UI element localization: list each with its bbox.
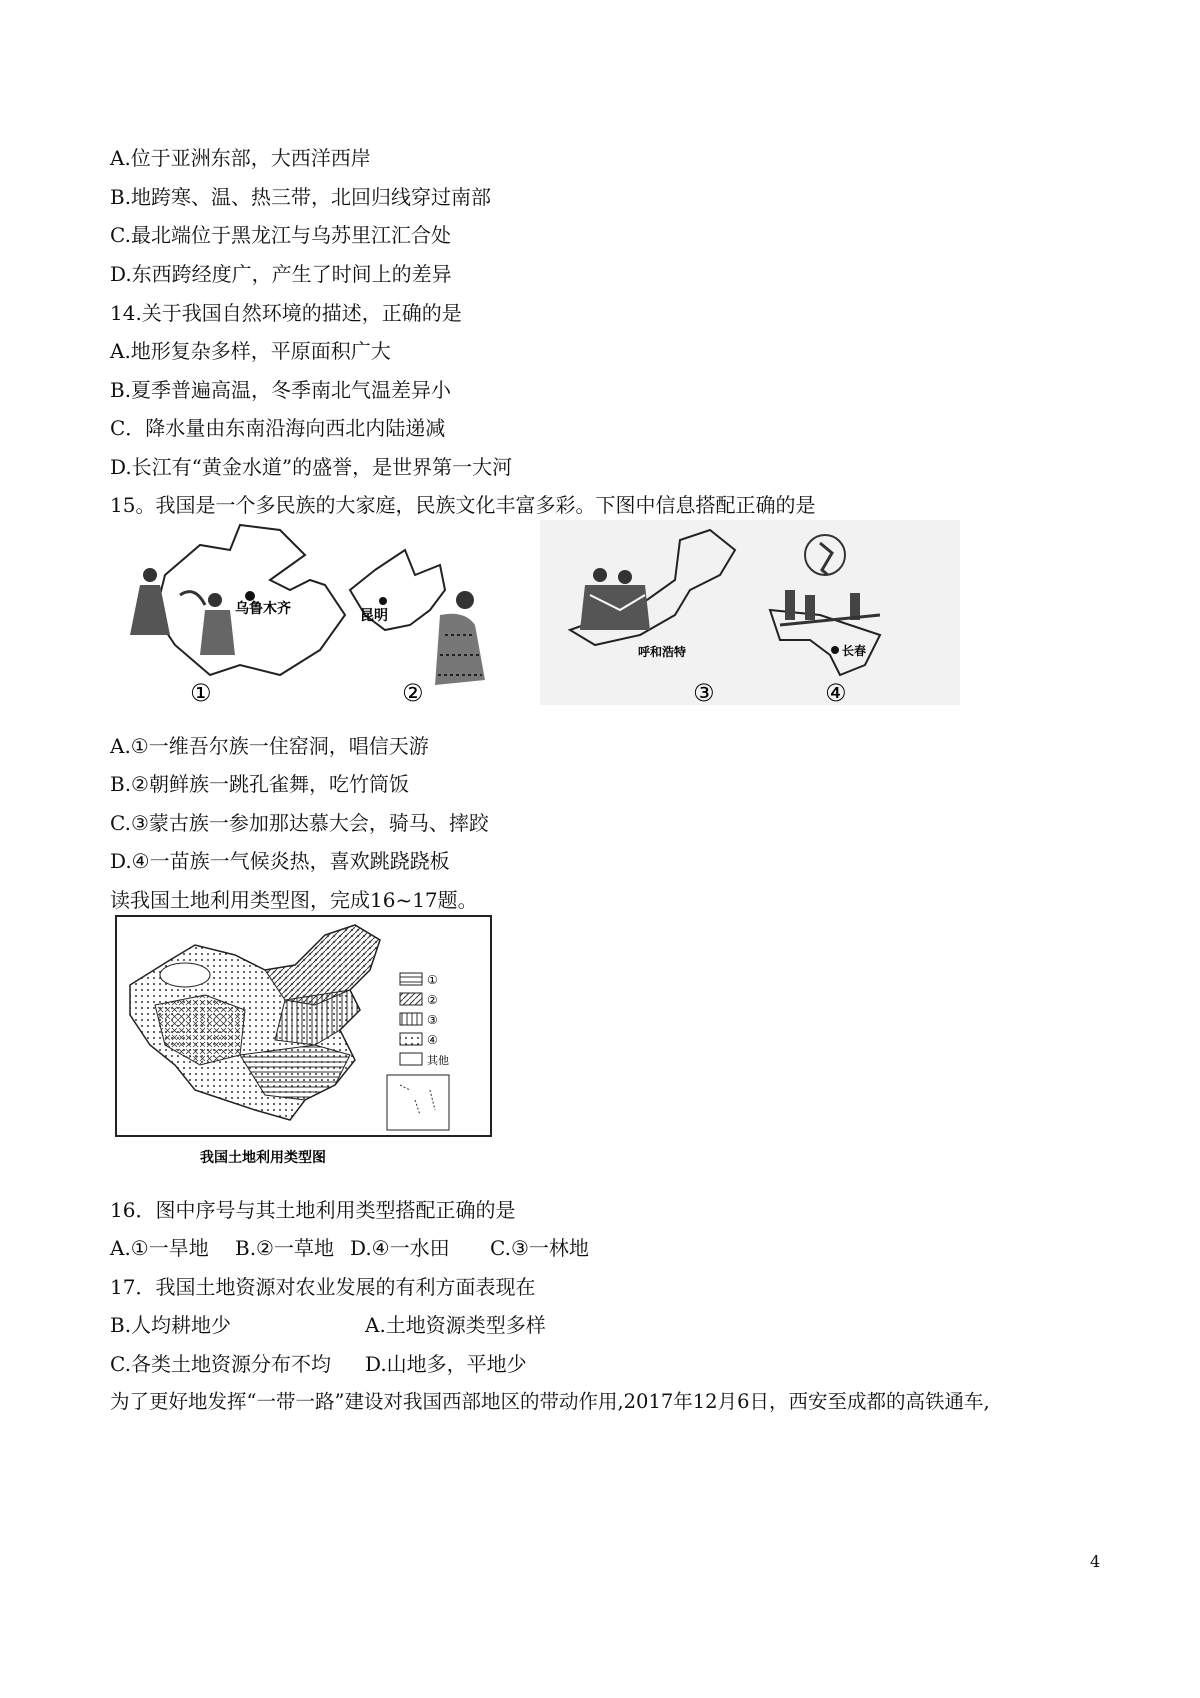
region-desert [160, 963, 210, 987]
q16-option-a: A.①一旱地 [110, 1236, 209, 1260]
q15-option-c: C.③蒙古族一参加那达慕大会，骑马、摔跤 [110, 811, 489, 835]
q16-option-b: B.②一草地 [235, 1236, 334, 1260]
land-use-map-figure [115, 915, 495, 1175]
q16-option-d: D.④一水田 [350, 1236, 450, 1260]
ethnic-groups-figure-svg [120, 515, 960, 770]
q17-option-b: B.人均耕地少 [110, 1313, 232, 1337]
page-number: 4 [1090, 1552, 1101, 1571]
q15-option-d: D.④一苗族一气候炎热，喜欢跳跷跷板 [110, 849, 450, 873]
q14-option-b: B.夏季普遍高温，冬季南北气温差异小 [110, 378, 452, 402]
city-label-3: 呼和浩特 [638, 645, 687, 659]
dancers-illustration-1 [130, 568, 235, 655]
q14-option-d: D.长江有“黄金水道”的盛誉，是世界第一大河 [110, 455, 513, 479]
q13-option-d: D.东西跨经度广，产生了时间上的差异 [110, 262, 452, 286]
q17-option-c: C.各类土地资源分布不均 [110, 1352, 331, 1376]
south-sea-inset [387, 1075, 449, 1130]
legend-other: 其他 [427, 1054, 449, 1067]
legend-2: ② [427, 993, 438, 1007]
q17-options-row-2 [110, 1351, 527, 1377]
q16-stem: 16．图中序号与其土地利用类型搭配正确的是 [110, 1198, 516, 1222]
legend-1: ① [427, 973, 438, 987]
q15-stem: 15。我国是一个多民族的大家庭，民族文化丰富多彩。下图中信息搭配正确的是 [110, 493, 816, 517]
q15-option-b: B.②朝鲜族一跳孔雀舞，吃竹筒饭 [110, 772, 409, 796]
q13-option-a: A.位于亚洲东部，大西洋西岸 [110, 146, 371, 170]
q13-option-c: C.最北端位于黑龙江与乌苏里江汇合处 [110, 223, 451, 247]
q17-option-d: D.山地多，平地少 [365, 1352, 527, 1376]
city-dot-4 [831, 646, 839, 654]
figure-label-2: ② [402, 679, 424, 707]
q14-option-c: C．降水量由东南沿海向西北内陆递减 [110, 416, 446, 440]
q16-options [110, 1235, 589, 1261]
intro-16-17: 读我国土地利用类型图，完成16~17题。 [110, 888, 478, 912]
dancer-illustration-2 [435, 591, 485, 685]
land-use-map-svg [115, 915, 495, 1175]
q13-option-b: B.地跨寒、温、热三带，北回归线穿过南部 [110, 185, 492, 209]
trailing-paragraph: 为了更好地发挥“一带一路”建设对我国西部地区的带动作用,2017年12月6日，西安至成都的高铁通车, [110, 1390, 990, 1413]
q14-stem: 14.关于我国自然环境的描述，正确的是 [110, 301, 462, 325]
legend-3: ③ [427, 1013, 438, 1027]
city-dot-1 [245, 591, 255, 601]
city-label-2: 昆明 [360, 608, 388, 624]
figure-label-1: ① [190, 679, 212, 707]
q17-option-a: A.土地资源类型多样 [365, 1313, 546, 1337]
q17-stem: 17．我国土地资源对农业发展的有利方面表现在 [110, 1275, 536, 1299]
map-caption: 我国土地利用类型图 [200, 1150, 326, 1166]
city-dot-2 [379, 597, 387, 605]
legend-4: ④ [427, 1033, 438, 1047]
city-label-1: 乌鲁木齐 [235, 601, 291, 617]
q15-option-a: A.①一维吾尔族一住窑洞，唱信天游 [110, 734, 429, 758]
city-label-4: 长春 [842, 644, 867, 658]
figure-label-4: ④ [825, 679, 847, 707]
figure-label-3: ③ [693, 679, 715, 707]
q16-option-c: C.③一林地 [490, 1236, 589, 1260]
q14-option-a: A.地形复杂多样，平原面积广大 [110, 339, 391, 363]
q17-options-row-1 [110, 1312, 546, 1338]
ethnic-groups-figure [120, 515, 960, 770]
